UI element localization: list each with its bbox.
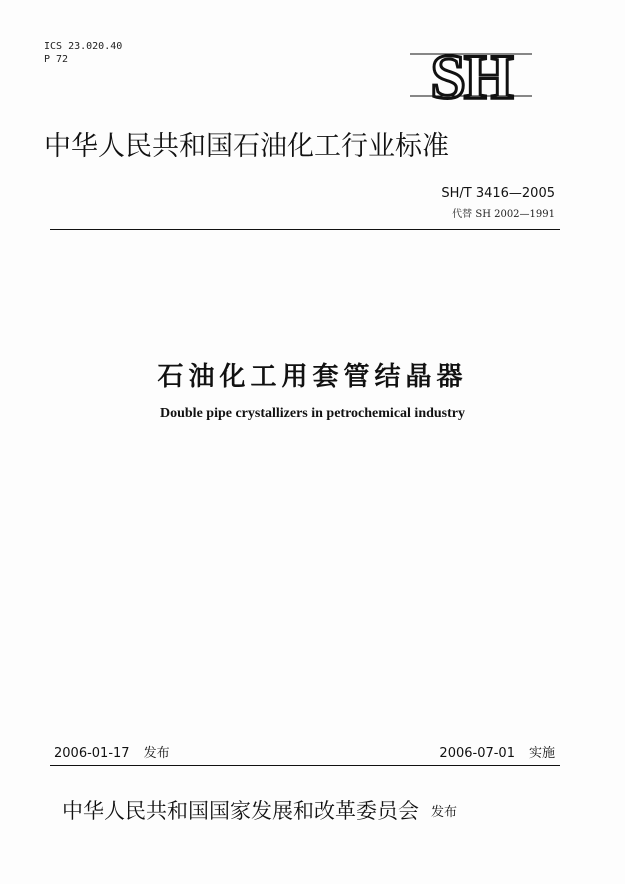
publisher-line xyxy=(62,795,457,825)
document-title-chinese: 石油化工用套管结晶器 xyxy=(157,362,468,392)
issue-label: 发布 xyxy=(143,746,170,761)
top-divider xyxy=(50,229,560,230)
document-title-english: Double pipe crystallizers in petrochemical industry xyxy=(160,406,465,421)
classification-codes xyxy=(44,40,122,66)
sh-logo-text: SH xyxy=(430,44,512,106)
standard-number: SH/T 3416—2005 xyxy=(441,186,555,201)
issue-date: 2006-01-17 xyxy=(54,746,130,761)
publisher-name: 中华人民共和国国家发展和改革委员会 xyxy=(62,799,419,823)
industry-standard-title: 中华人民共和国石油化工行业标准 xyxy=(44,131,449,162)
implementation-date: 2006-07-01 xyxy=(439,746,515,761)
ccs-code: P 72 xyxy=(44,54,69,65)
implementation-date-line xyxy=(439,742,555,761)
bottom-divider xyxy=(50,765,560,766)
replaced-standard: 代替 SH 2002—1991 xyxy=(452,209,555,220)
sh-logo xyxy=(404,44,538,106)
publisher-suffix: 发布 xyxy=(431,805,458,820)
issue-date-line xyxy=(54,742,170,761)
implementation-label: 实施 xyxy=(528,746,555,761)
ics-code: ICS 23.020.40 xyxy=(44,41,123,52)
